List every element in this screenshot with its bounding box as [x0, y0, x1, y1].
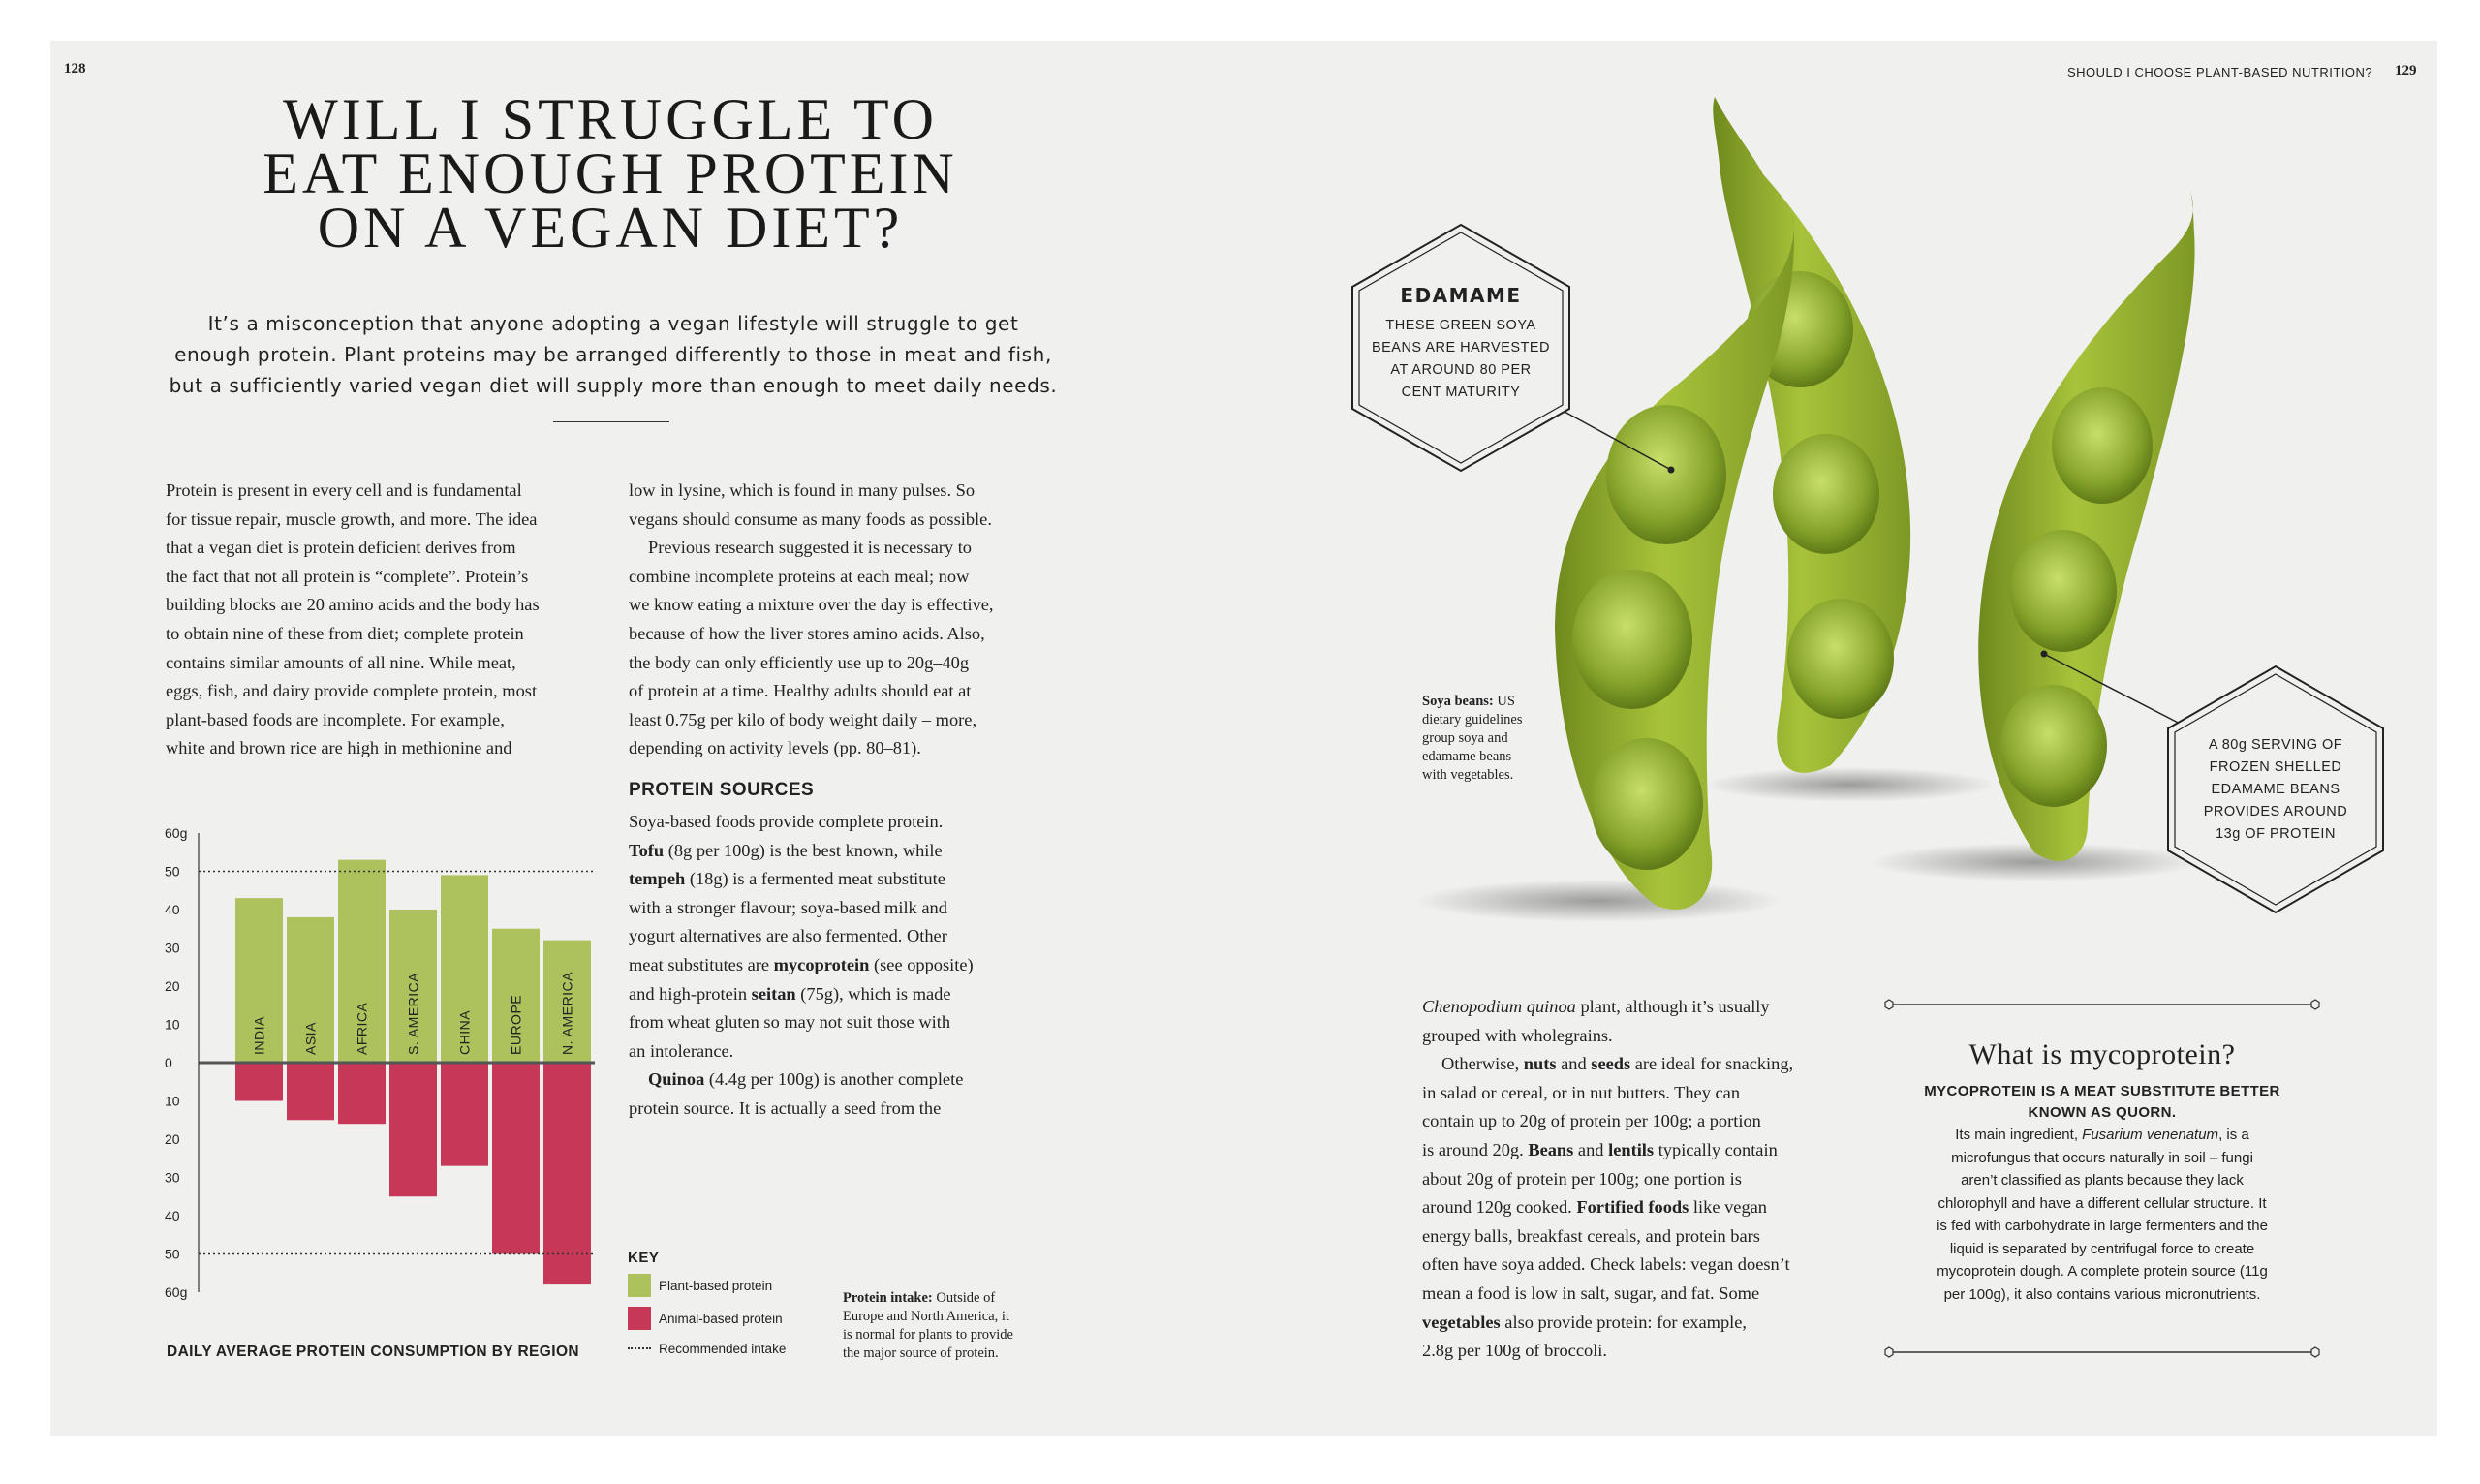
col3-text: is around 20g.: [1422, 1139, 1529, 1159]
caption-line: edamame beans: [1422, 749, 1512, 764]
col3-line: [1422, 1136, 1868, 1165]
chart-key: [628, 1250, 802, 1367]
col2-line: vegans should consume as many foods as possible.: [629, 509, 992, 529]
col3-line: about 20g of protein per 100g; one portion is: [1422, 1168, 1742, 1189]
y-tick-label: 60g: [165, 825, 188, 841]
col3-text: typically contain: [1654, 1139, 1778, 1159]
key-plant: [628, 1274, 802, 1297]
key-animal-label: Animal-based protein: [659, 1311, 783, 1326]
title-line-3: ON A VEGAN DIET?: [317, 196, 904, 260]
col3-line: in salad or cereal, or in nut butters. They can: [1422, 1082, 1741, 1102]
intro-line-2: enough protein. Plant proteins may be arranged differently to those in meat and fish,: [174, 343, 1052, 366]
col3-line: grouped with wholegrains.: [1422, 1025, 1613, 1045]
nuts-bold: nuts: [1523, 1054, 1557, 1074]
edamame-line: AT AROUND 80 PER: [1390, 362, 1532, 378]
fortified-bold: Fortified foods: [1576, 1197, 1690, 1218]
col3-text: also provide protein: for example,: [1500, 1312, 1748, 1332]
ps-line: [629, 951, 1036, 980]
caption-line: with vegetables.: [1422, 767, 1514, 783]
serving-text: [2174, 734, 2377, 846]
subtitle-line: KNOWN AS QUORN.: [2028, 1104, 2177, 1121]
pod-shadow: [1414, 880, 1782, 922]
key-recommended-label: Recommended intake: [659, 1341, 787, 1356]
category-label: S. AMERICA: [405, 972, 421, 1055]
col1-line: the fact that not all protein is “complete”. Protein’s: [166, 566, 529, 586]
ps-line: [629, 837, 1036, 866]
edamame-line: BEANS ARE HARVESTED: [1371, 340, 1551, 356]
col1-line: for tissue repair, muscle growth, and more. The idea: [166, 509, 538, 529]
col3-line: [1422, 993, 1868, 1022]
animal-bar: [441, 1063, 488, 1166]
col2-line: because of how the liver stores amino acids. Also,: [629, 623, 985, 643]
animal-bar: [287, 1063, 334, 1120]
mycoprotein-title: What is mycoprotein?: [1968, 1038, 2236, 1070]
box-line: microfungus that occurs naturally in soil – fungi: [1951, 1149, 2253, 1166]
lentils-bold: lentils: [1608, 1139, 1655, 1159]
ps-line: [629, 980, 1036, 1009]
animal-bar: [235, 1063, 283, 1101]
key-plant-label: Plant-based protein: [659, 1278, 773, 1293]
animal-swatch: [628, 1307, 651, 1330]
col3-text: and: [1556, 1054, 1592, 1074]
box-line: [1899, 1124, 2306, 1147]
leader-dot: [1668, 467, 1675, 474]
y-tick-label: 50: [165, 1246, 180, 1262]
caption-text: Outside of: [932, 1290, 996, 1306]
col3-line: mean a food is low in salt, sugar, and fat. Some: [1422, 1283, 1760, 1303]
soya-caption: [1422, 693, 1567, 785]
ps-line: [629, 865, 1036, 894]
mycoprotein-bold: mycoprotein: [773, 954, 870, 974]
col2-line: Previous research suggested it is necessary to: [648, 538, 973, 558]
edamame-line: THESE GREEN SOYA: [1385, 318, 1536, 333]
italic-text: Chenopodium quinoa: [1422, 997, 1576, 1016]
edamame-bean: [1591, 738, 1703, 870]
col2-line: depending on activity levels (pp. 80–81).: [629, 738, 921, 758]
edamame-bean: [2000, 685, 2107, 807]
col3-text: Otherwise,: [1442, 1054, 1524, 1074]
animal-bar: [389, 1063, 437, 1196]
page-number-right: 129: [2395, 63, 2417, 78]
y-tick-label: 60g: [165, 1284, 188, 1300]
leader-dot: [2041, 651, 2048, 658]
body-column-3: [1422, 993, 1868, 1366]
caption-line: group soya and: [1422, 730, 1508, 746]
title-line-2: EAT ENOUGH PROTEIN: [263, 141, 958, 205]
caption-line: the major source of protein.: [843, 1345, 999, 1361]
col3-text: like vegan: [1689, 1197, 1767, 1218]
col2-line: of protein at a time. Healthy adults should eat at: [629, 681, 972, 701]
y-tick-label: 20: [165, 1131, 180, 1147]
serving-line: 13g OF PROTEIN: [2216, 826, 2336, 842]
ps-line: from wheat gluten so may not suit those with: [629, 1012, 951, 1033]
key-recommended: [628, 1340, 802, 1357]
edamame-text: [1356, 315, 1566, 404]
col3-line: 2.8g per 100g of broccoli.: [1422, 1341, 1608, 1361]
col1-line: plant-based foods are incomplete. For example,: [166, 709, 505, 729]
edamame-title: EDAMAME: [1400, 284, 1522, 307]
ps-line: protein source. It is actually a seed from the: [629, 1098, 942, 1118]
pod-shadow: [1705, 767, 1996, 802]
box-bottom-rule: [1881, 1345, 2323, 1359]
subtitle-line: MYCOPROTEIN IS A MEAT SUBSTITUTE BETTER: [1924, 1083, 2280, 1099]
intro-line-3: but a sufficiently varied vegan diet will supply more than enough to meet daily needs.: [169, 374, 1058, 397]
animal-bar: [492, 1063, 540, 1254]
ps-text: (4.4g per 100g) is another complete: [704, 1069, 964, 1090]
y-tick-label: 20: [165, 978, 180, 994]
ps-line: Soya-based foods provide complete protein.: [629, 811, 944, 831]
serving-label: [2174, 734, 2377, 846]
caption-text: US: [1493, 694, 1515, 709]
ps-text: and high-protein: [629, 983, 752, 1004]
animal-bar: [338, 1063, 386, 1124]
category-label: EUROPE: [508, 994, 524, 1055]
serving-line: A 80g SERVING OF: [2208, 737, 2343, 753]
mycoprotein-text: [1899, 1124, 2306, 1306]
col2-line: low in lysine, which is found in many pulses. So: [629, 480, 976, 500]
ps-text: (75g), which is made: [795, 983, 951, 1004]
animal-bar: [543, 1063, 591, 1284]
ps-text: (see opposite): [869, 954, 974, 974]
serving-line: EDAMAME BEANS: [2211, 782, 2340, 797]
running-head: SHOULD I CHOOSE PLANT-BASED NUTRITION?: [2067, 65, 2373, 79]
box-text-span: Its main ingredient,: [1955, 1127, 2083, 1143]
edamame-bean: [1787, 599, 1894, 719]
chart-title: DAILY AVERAGE PROTEIN CONSUMPTION BY REGION: [167, 1344, 579, 1360]
key-animal: [628, 1307, 802, 1330]
col2-line: the body can only efficiently use up to 20g–40g: [629, 652, 970, 672]
col3-line: [1422, 1309, 1868, 1338]
body-column-2: [629, 477, 1036, 1123]
seeds-bold: seeds: [1591, 1054, 1631, 1074]
y-tick-label: 30: [165, 940, 180, 956]
y-tick-label: 10: [165, 1093, 180, 1109]
col3-text: and: [1573, 1139, 1609, 1159]
italic-text: Fusarium venenatum: [2082, 1127, 2219, 1143]
category-label: AFRICA: [354, 1002, 370, 1055]
ps-line: an intolerance.: [629, 1040, 734, 1061]
page-number-left: 128: [64, 61, 86, 77]
edamame-label: [1356, 284, 1566, 404]
key-title: KEY: [628, 1250, 660, 1266]
beans-bold: Beans: [1528, 1139, 1574, 1159]
box-line: aren’t classified as plants because they lack: [1961, 1172, 2244, 1189]
serving-line: PROVIDES AROUND: [2203, 804, 2348, 819]
caption-line: Europe and North America, it: [843, 1309, 1009, 1324]
box-line: liquid is separated by centrifugal force to create: [1949, 1240, 2255, 1257]
caption-bold: Protein intake:: [843, 1290, 933, 1306]
serving-line: FROZEN SHELLED: [2209, 759, 2342, 775]
y-tick-label: 40: [165, 1208, 180, 1223]
body-column-1: [166, 477, 602, 763]
edamame-bean: [1773, 434, 1879, 554]
tempeh-bold: tempeh: [629, 869, 686, 889]
intro-divider: [553, 421, 669, 422]
y-tick-label: 40: [165, 902, 180, 917]
intro-paragraph: [163, 308, 1064, 401]
col1-line: eggs, fish, and dairy provide complete protein, most: [166, 681, 538, 701]
edamame-line: CENT MATURITY: [1401, 385, 1521, 400]
ps-line: with a stronger flavour; soya-based milk and: [629, 897, 947, 917]
page-title: [174, 87, 1046, 260]
tofu-bold: Tofu: [629, 840, 665, 860]
edamame-bean: [2010, 530, 2117, 652]
ps-text: meat substitutes are: [629, 954, 774, 974]
title-line-1: WILL I STRUGGLE TO: [283, 87, 938, 151]
caption-line: dietary guidelines: [1422, 712, 1523, 727]
category-label: CHINA: [456, 1009, 473, 1055]
protein-consumption-chart: [155, 814, 620, 1317]
col3-line: [1422, 1193, 1868, 1222]
col1-line: building blocks are 20 amino acids and the body has: [166, 595, 540, 615]
ps-text: (8g per 100g) is the best known, while: [664, 840, 943, 860]
col2-line: combine incomplete proteins at each meal; now: [629, 566, 970, 586]
ps-text: (18g) is a fermented meat substitute: [685, 869, 946, 889]
col3-line: often have soya added. Check labels: vegan doesn’t: [1422, 1254, 1790, 1275]
col1-line: contains similar amounts of all nine. While meat,: [166, 652, 516, 672]
caption-line: is normal for plants to provide: [843, 1327, 1013, 1343]
plant-swatch: [628, 1274, 651, 1297]
quinoa-bold: Quinoa: [648, 1069, 705, 1090]
col3-line: contain up to 20g of protein per 100g; a portion: [1422, 1111, 1761, 1131]
y-tick-label: 0: [165, 1055, 172, 1070]
ps-line: [629, 1066, 1036, 1095]
intro-line-1: It’s a misconception that anyone adopting a vegan lifestyle will struggle to get: [207, 312, 1019, 335]
y-tick-label: 30: [165, 1169, 180, 1186]
category-label: INDIA: [251, 1016, 267, 1055]
col2-line: least 0.75g per kilo of body weight daily – more,: [629, 709, 977, 729]
mycoprotein-box: [1899, 1038, 2306, 1306]
col2-line: we know eating a mixture over the day is effective,: [629, 595, 994, 615]
ps-line: yogurt alternatives are also fermented. Other: [629, 926, 947, 946]
box-line: mycoprotein dough. A complete protein source (11g: [1937, 1263, 2268, 1280]
caption-bold: Soya beans:: [1422, 694, 1494, 709]
caption-line: [843, 1289, 1056, 1308]
col1-line: Protein is present in every cell and is fundamental: [166, 480, 522, 500]
category-label: ASIA: [302, 1022, 319, 1055]
col3-line: energy balls, breakfast cereals, and protein bars: [1422, 1225, 1760, 1246]
col1-line: that a vegan diet is protein deficient derives from: [166, 538, 516, 558]
col3-text: plant, although it’s usually: [1575, 997, 1770, 1016]
recommended-dotted-line: [628, 1347, 651, 1349]
edamame-bean: [1572, 570, 1692, 709]
col3-line: [1422, 1050, 1868, 1079]
y-tick-label: 10: [165, 1016, 180, 1033]
box-line: is fed with carbohydrate in large fermenters and the: [1937, 1218, 2268, 1234]
box-top-rule: [1881, 998, 2323, 1011]
protein-sources-heading: PROTEIN SOURCES: [629, 779, 815, 800]
box-text-span: , is a: [2218, 1127, 2249, 1143]
edamame-bean: [1606, 405, 1726, 544]
col3-text: around 120g cooked.: [1422, 1197, 1577, 1218]
vegetables-bold: vegetables: [1422, 1312, 1501, 1332]
box-line: chlorophyll and have a different cellular structure. It: [1938, 1194, 2267, 1212]
col1-line: white and brown rice are high in methionine and: [166, 738, 512, 758]
caption-line: [1422, 693, 1567, 711]
category-label: N. AMERICA: [559, 972, 575, 1055]
y-tick-label: 50: [165, 863, 180, 880]
box-line: per 100g), it also contains various micronutrients.: [1943, 1285, 2261, 1303]
mycoprotein-subtitle: [1899, 1081, 2306, 1124]
protein-intake-caption: [843, 1289, 1056, 1363]
col3-text: are ideal for snacking,: [1630, 1054, 1794, 1074]
seitan-bold: seitan: [751, 983, 796, 1004]
col1-line: to obtain nine of these from diet; complete protein: [166, 623, 524, 643]
edamame-bean: [2052, 387, 2153, 504]
